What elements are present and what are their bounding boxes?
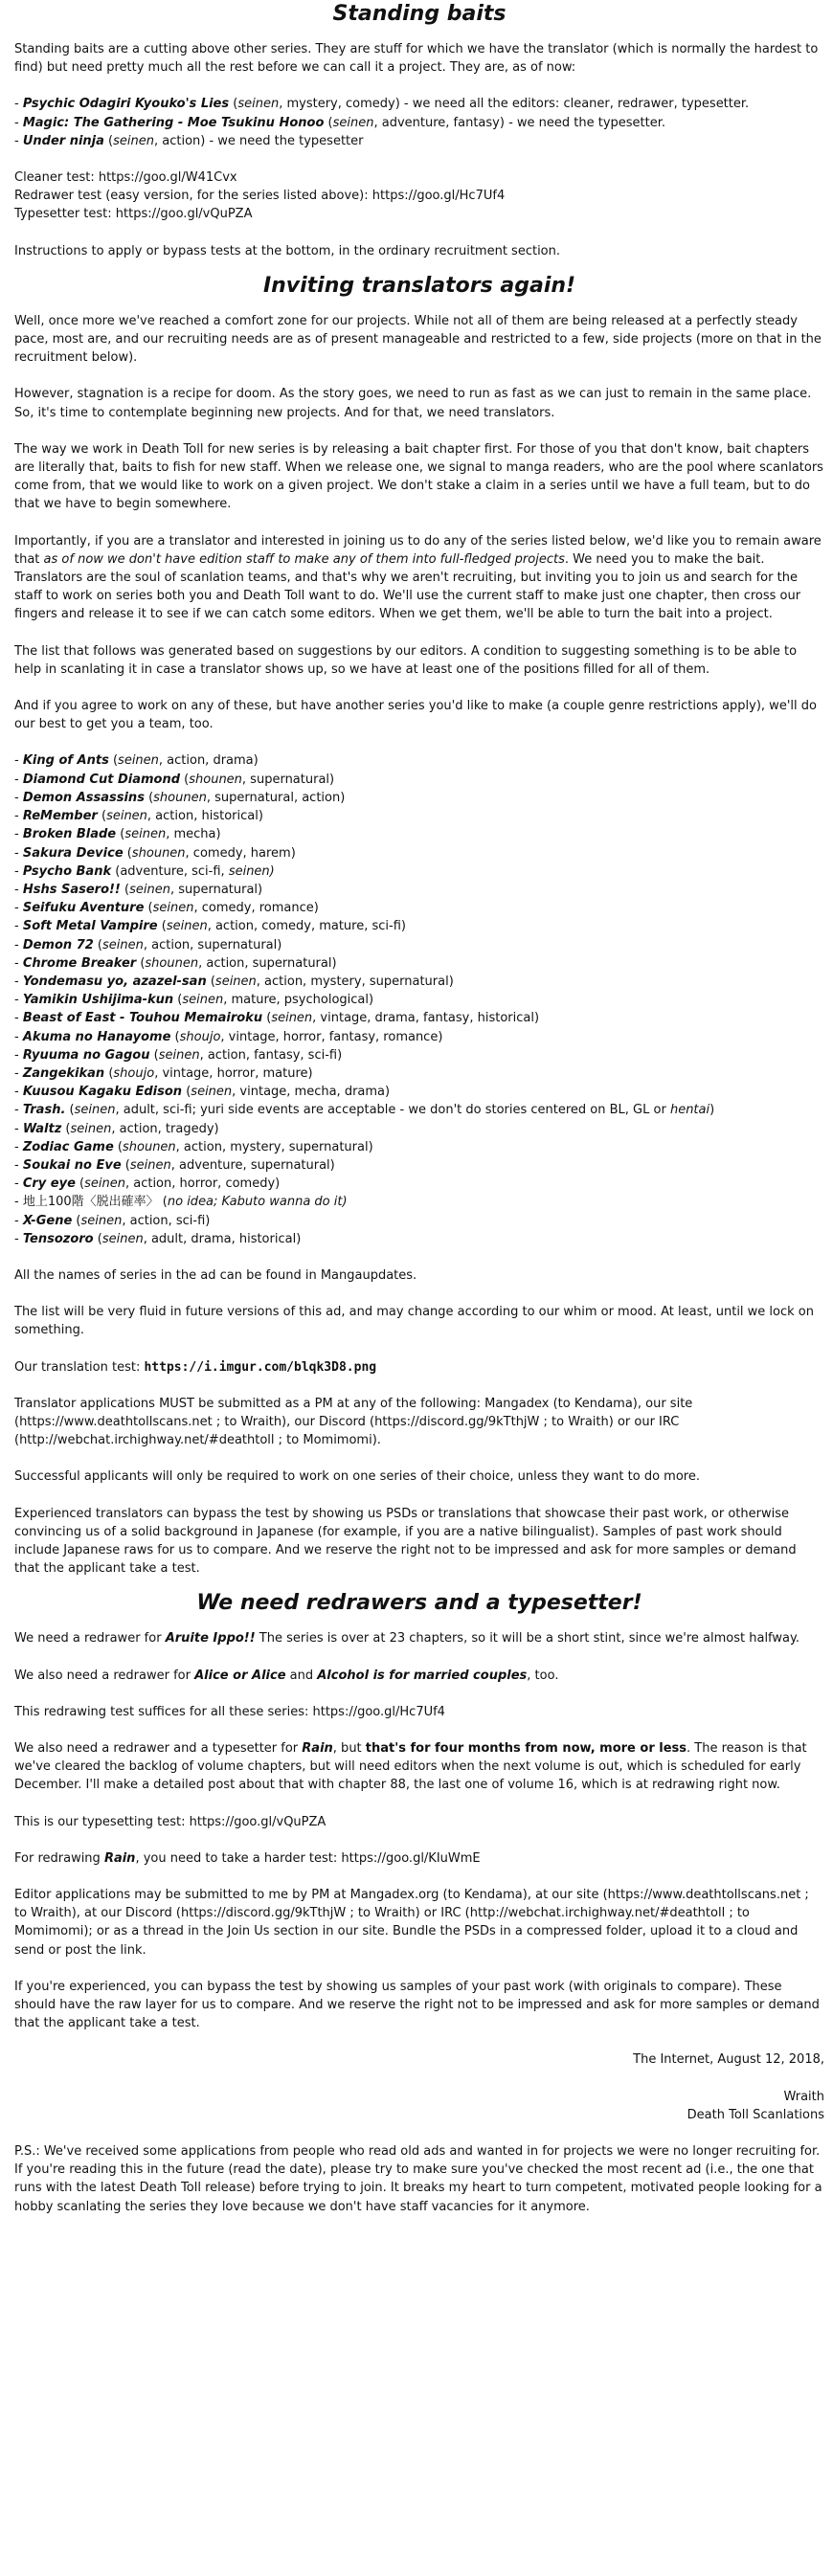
list-item: - Under ninja (seinen, action) - we need the typesetter [14,133,364,148]
series-item: - ReMember (seinen, action, historical) [14,809,263,824]
series-item: - Beast of East - Touhou Memairoku (seinen, vintage, drama, fantasy, historical) [14,1011,540,1026]
series-item: - Psycho Bank (adventure, sci-fi, seinen) [14,863,275,879]
paragraph: We also need a redrawer and a typesetter for Rain, but that's for four months from now, more or less. The reason is that we've cleared the backlog of volume chapters, but will need editors when the next volume is out, which is scheduled for early December. I'll make a detailed post about that with chapter 88, the last one of volume 16, which is at redrawing right now. [14,1741,807,1793]
list-item: - Magic: The Gathering - Moe Tsukinu Honoo (seinen, adventure, fantasy) - we need the typesetter. [14,115,666,130]
paragraph: The list that follows was generated based on suggestions by our editors. A condition to suggesting something is to be able to help in scanlating it in case a translator shows up, so we have at least one of the positions filled for all of them. [14,643,798,677]
series-item: - Chrome Breaker (shounen, action, supernatural) [14,955,337,971]
series-item: - Seifuku Aventure (seinen, comedy, romance) [14,901,319,916]
signature-name: Wraith [783,2089,824,2104]
postscript: P.S.: We've received some applications from people who read old ads and wanted in for projects we were no longer recruiting for. If you're reading this in the future (read the date), please try to make sure you've checked the most recent ad (i.e., the one that runs with the latest Death Toll release) before trying to join. It breaks my heart to turn competent, motivated people looking for a hobby scanlating the series they love because we don't have staff vacancies for it anymore. [14,2144,822,2214]
series-list [14,751,824,1247]
series-item: - Ryuuma no Gagou (seinen, action, fantasy, sci-fi) [14,1047,343,1063]
series-item: - Akuma no Hanayome (shoujo, vintage, horror, fantasy, romance) [14,1029,443,1044]
paragraph: We need a redrawer for Aruite Ippo!! The series is over at 23 chapters, so it will be a short stint, since we're almost halfway. [14,1631,799,1646]
series-item: - Zangekikan (shoujo, vintage, horror, mature) [14,1065,313,1081]
series-item: - Yamikin Ushijima-kun (seinen, mature, psychological) [14,993,374,1008]
translation-test-link[interactable]: https://i.imgur.com/blqk3D8.png [144,1359,377,1375]
paragraph: We also need a redrawer for Alice or Alice and Alcohol is for married couples, too. [14,1668,559,1683]
paragraph: The way we work in Death Toll for new series is by releasing a bait chapter first. For those of you that don't know, bait chapters are literally that, baits to fish for new staff. When we release one, we signal to manga readers, who are the pool where scanlators come from, that we would like to work on a given project. We don't stake a claim in a series until we have a full team, but to do that we have to begin somewhere. [14,441,823,512]
document [14,0,824,2216]
paragraph: Well, once more we've reached a comfort zone for our projects. While not all of them are being released at a perfectly steady pace, most are, and our recruiting needs are as of present manageable and restricted to a few, side projects (more on that in the recruitment below). [14,313,822,366]
series-item: - Demon 72 (seinen, action, supernatural) [14,937,282,952]
series-item: - Hshs Sasero!! (seinen, supernatural) [14,882,263,897]
paragraph: Experienced translators can bypass the test by showing us PSDs or translations that showcase their past work, or otherwise convincing us of a solid background in Japanese (for example, if you are a native bilingualist). Samples of past work should include Japanese raws for us to compare. And we reserve the right not to be impressed and ask for more samples or demand that the applicant take a test. [14,1506,797,1577]
redrawer-test-link[interactable]: Redrawer test (easy version, for the series listed above): https://goo.gl/Hc7Uf4 [14,189,506,204]
paragraph: However, stagnation is a recipe for doom. As the story goes, we need to run as fast as we can just to remain in the same place. So, it's time to contemplate beginning new projects. And for that, we need translators. [14,387,812,420]
test-links [14,168,824,224]
series-item: - Yondemasu yo, azazel-san (seinen, action, mystery, supernatural) [14,974,454,989]
series-item: - Soft Metal Vampire (seinen, action, comedy, mature, sci-fi) [14,919,406,934]
paragraph: Importantly, if you are a translator and interested in joining us to do any of the series listed below, we'd like you to remain aware that as of now we don't have edition staff to make any of them into full-fledged projects. We need you to make the bait. Translators are the soul of scanlation teams, and that's why we aren't recruiting, but inviting you to join us and search for the staff to work on series both you and Death Toll want to do. We'll use the current staff to make just one chapter, then cross our fingers and release it to see if we can catch some editors. When we get them, we'll be able to turn the bait into a project. [14,533,822,622]
series-item: - Sakura Device (shounen, comedy, harem) [14,845,296,861]
series-item: - Soukai no Eve (seinen, adventure, supernatural) [14,1157,335,1173]
standing-baits-list [14,95,824,150]
typesetting-test-link[interactable]: This is our typesetting test: https://goo.gl/vQuPZA [14,1814,326,1829]
paragraph: The list will be very fluid in future versions of this ad, and may change according to our whim or mood. At least, until we lock on something. [14,1305,815,1338]
series-item: - Trash. (seinen, adult, sci-fi; yuri side events are acceptable - we don't do stories centered on BL, GL or hentai) [14,1103,715,1118]
paragraph: Successful applicants will only be required to work on one series of their choice, unless they want to do more. [14,1469,700,1485]
series-item: - Cry eye (seinen, action, horror, comedy) [14,1176,281,1192]
paragraph: If you're experienced, you can bypass the test by showing us samples of your past work (with originals to compare). These should have the raw layer for us to compare. And we reserve the right not to be impressed and ask for more samples or demand that the applicant take a test. [14,1979,820,2031]
redrawing-test-link[interactable]: This redrawing test suffices for all these series: https://goo.gl/Hc7Uf4 [14,1704,445,1719]
paragraph: All the names of series in the ad can be found in Mangaupdates. [14,1267,417,1283]
standing-baits-intro: Standing baits are a cutting above other series. They are stuff for which we have the translator (which is normally the hardest to find) but need pretty much all the rest before we can call it a project. They are, as of now: [14,42,819,76]
date-line: The Internet, August 12, 2018, [633,2052,824,2068]
typesetter-test-link[interactable]: Typesetter test: https://goo.gl/vQuPZA [14,207,253,222]
series-item: - King of Ants (seinen, action, drama) [14,753,259,769]
series-item: - Broken Blade (seinen, mecha) [14,827,221,842]
series-item: - Zodiac Game (shounen, action, mystery, supernatural) [14,1139,373,1154]
signature-group: Death Toll Scanlations [687,2107,824,2122]
redrawers-heading: We need redrawers and a typesetter! [196,1591,642,1616]
series-item: - Tensozoro (seinen, adult, drama, historical) [14,1231,302,1246]
paragraph: And if you agree to work on any of these, but have another series you'd like to make (a couple genre restrictions apply), we'll do our best to get you a team, too. [14,699,817,732]
series-item: - Diamond Cut Diamond (shounen, supernatural) [14,772,335,787]
rain-test-link[interactable]: For redrawing Rain, you need to take a harder test: https://goo.gl/KIuWmE [14,1850,481,1866]
paragraph: Editor applications may be submitted to me by PM at Mangadex.org (to Kendama), at our site (https://www.deathtollscans.net ; to Wraith), at our Discord (https://discord.gg/9kTthjW ; to Wraith) or IRC (http://webchat.irchighway.net/#deathtoll ; to Momimomi); or as a thread in the Join Us section in our site. Bundle the PSDs in a compressed folder, upload it to a cloud and send or post the link. [14,1888,809,1958]
cleaner-test-link[interactable]: Cleaner test: https://goo.gl/W41Cvx [14,170,237,186]
list-item: - Psychic Odagiri Kyouko's Lies (seinen, mystery, comedy) - we need all the editors: cleaner, redrawer, typesetter. [14,97,750,112]
series-item: - 地上100階〈脱出確率〉 (no idea; Kabuto wanna do it) [14,1195,348,1210]
series-item: - Waltz (seinen, action, tragedy) [14,1121,219,1136]
series-item: - Demon Assassins (shounen, supernatural, action) [14,790,346,805]
standing-baits-heading: Standing baits [332,2,507,26]
paragraph: Translator applications MUST be submitted as a PM at any of the following: Mangadex (to Kendama), our site (https://www.deathtollscans.net ; to Wraith), our Discord (https://discord.gg/9kTthjW ; to Wraith) or our IRC (http://webchat.irchighway.net/#deathtoll ; to Momimomi). [14,1396,693,1448]
translation-test: Our translation test: https://i.imgur.com/blqk3D8.png [14,1359,377,1375]
series-item: - X-Gene (seinen, action, sci-fi) [14,1213,211,1228]
series-item: - Kuusou Kagaku Edison (seinen, vintage, mecha, drama) [14,1085,391,1100]
translators-heading: Inviting translators again! [262,273,576,298]
instructions-note: Instructions to apply or bypass tests at the bottom, in the ordinary recruitment section. [14,243,561,258]
